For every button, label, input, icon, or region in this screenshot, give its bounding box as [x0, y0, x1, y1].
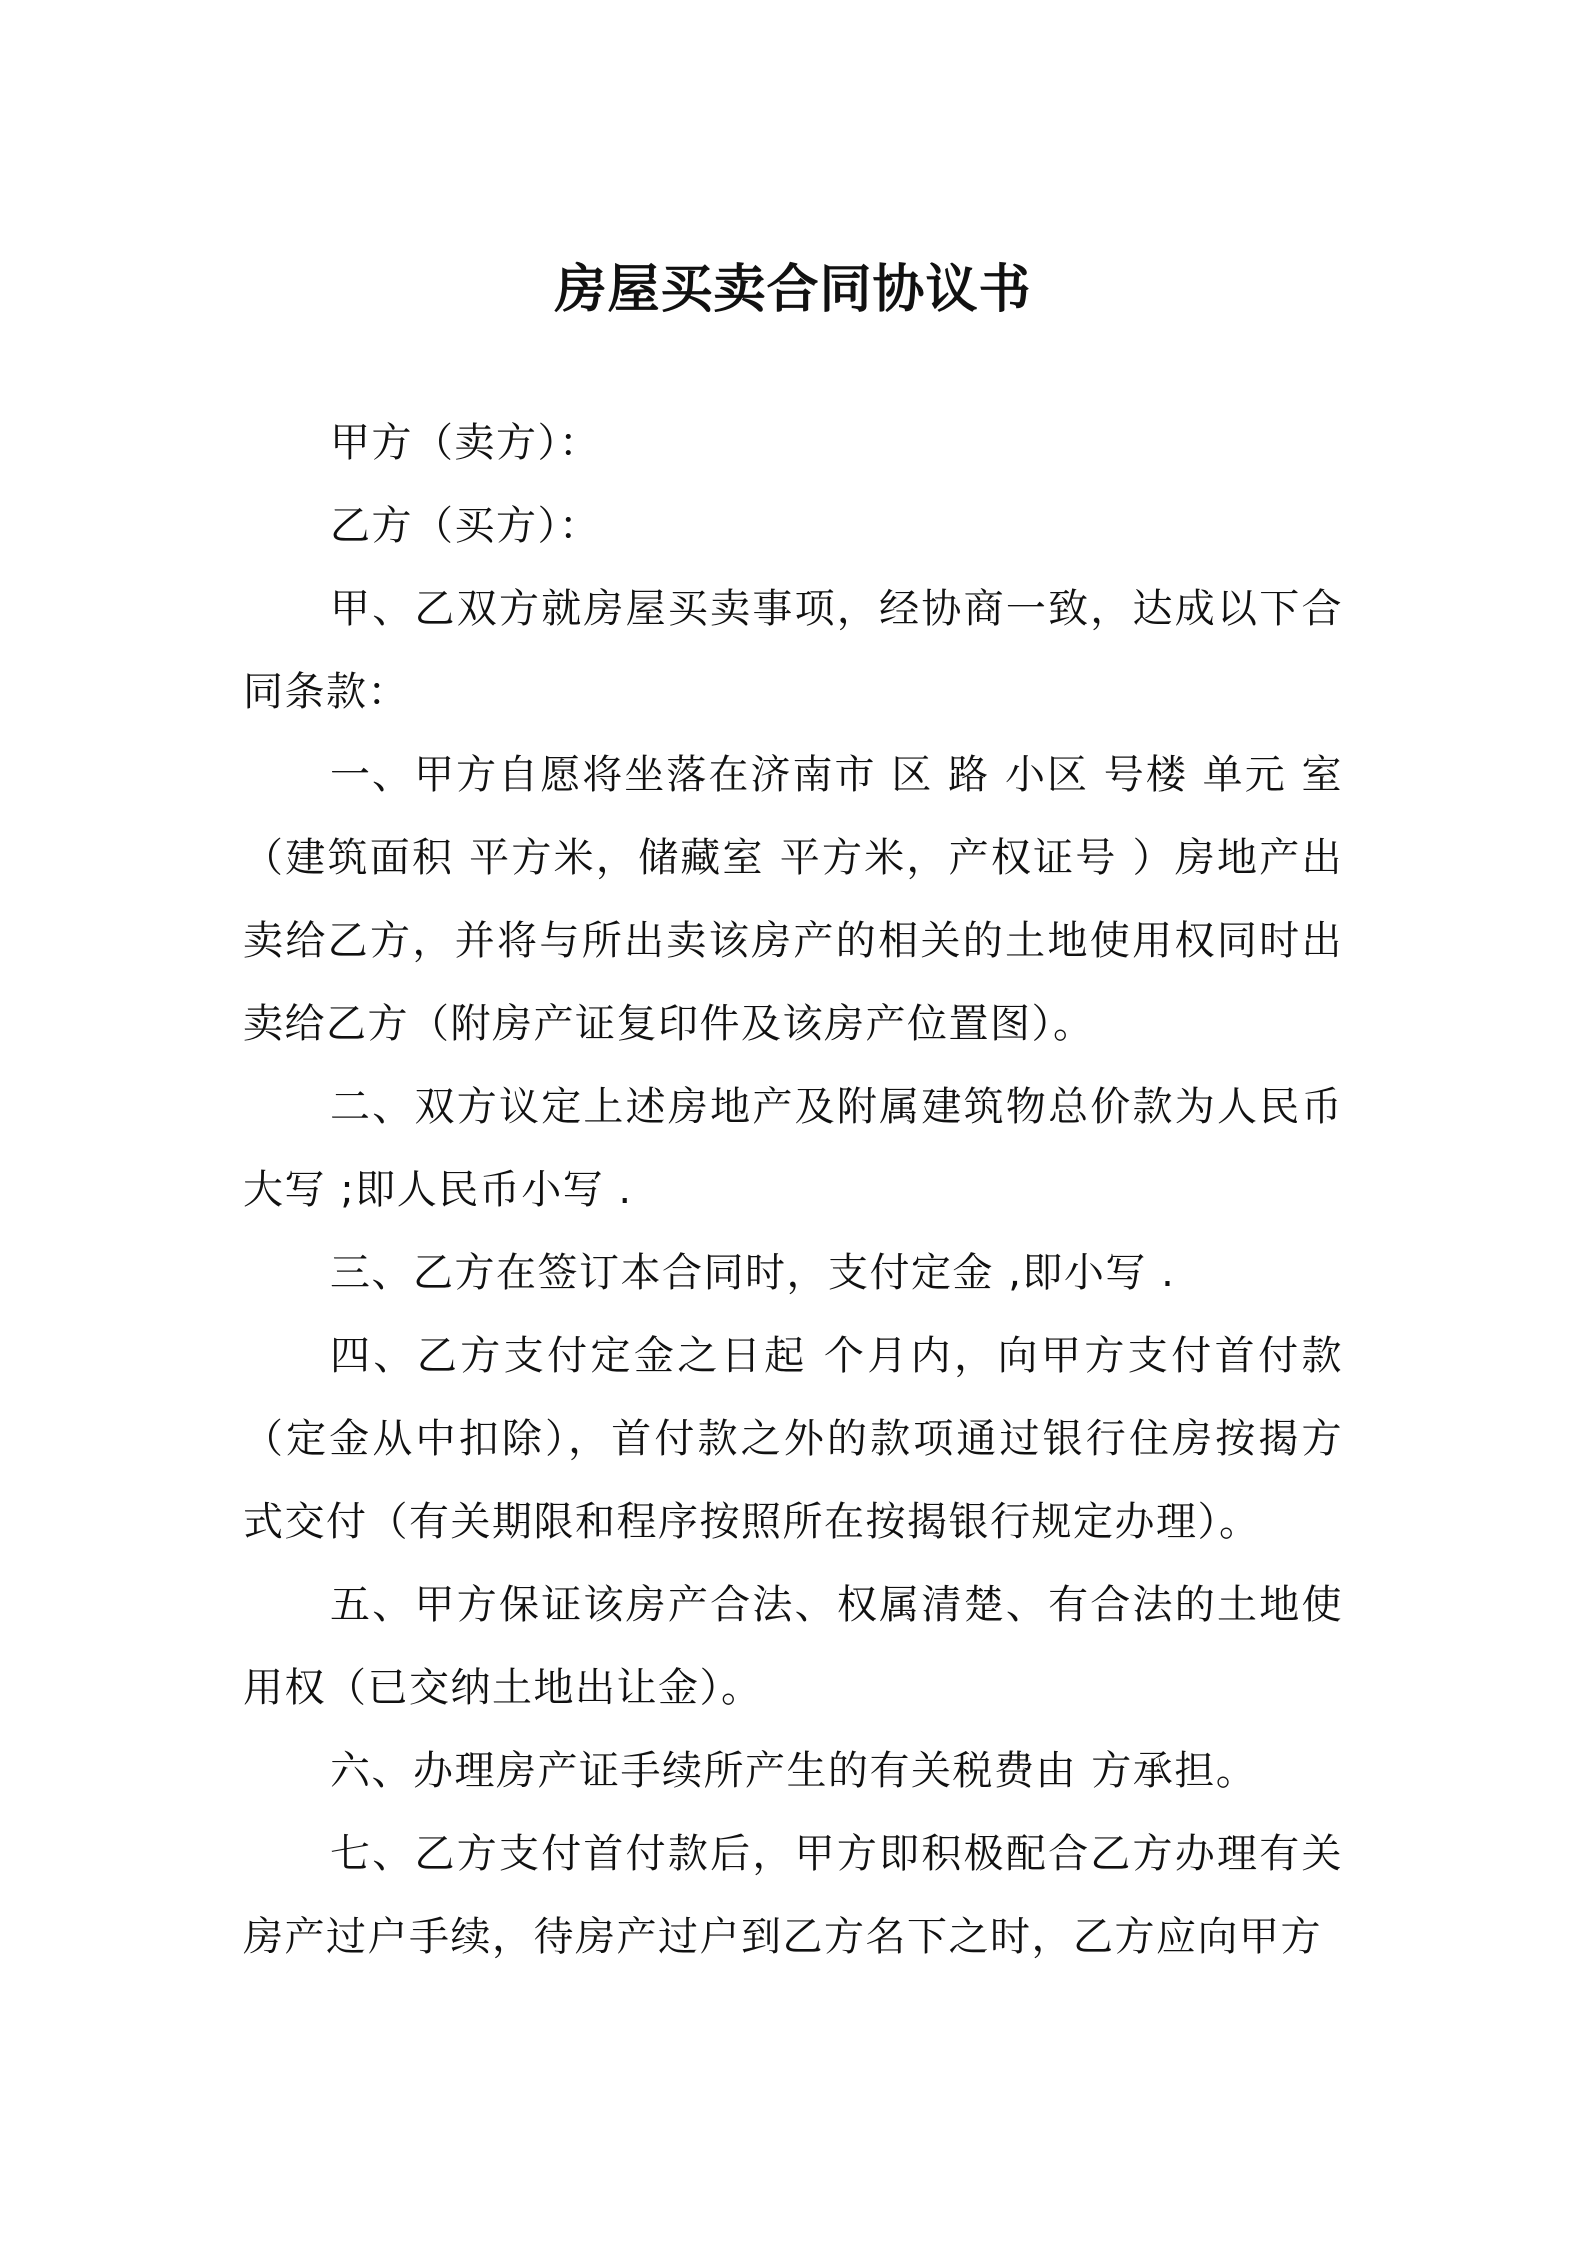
party-b-line: 乙方（买方）： — [330, 503, 601, 549]
clause-2: 二、双方议定上述房地产及附属建筑物总价款为人民币大写 ;即人民币小写 . — [243, 1084, 1343, 1213]
clause-4: 四、乙方支付定金之日起 个月内，向甲方支付首付款（定金从中扣除），首付款之外的款项通过银行住房按揭方式交付（有关期限和程序按照所在按揭银行规定办理）。 — [243, 1333, 1343, 1545]
document-title: 房屋买卖合同协议书 — [554, 260, 1032, 320]
clause-5: 五、甲方保证该房产合法、权属清楚、有合法的土地使用权（已交纳土地出让金）。 — [243, 1582, 1343, 1711]
clause-3: 三、乙方在签订本合同时，支付定金 ,即小写 . — [330, 1250, 1176, 1296]
document-body — [243, 402, 1343, 1979]
party-a-line: 甲方（卖方）： — [330, 420, 601, 466]
clause-7: 七、乙方支付首付款后，甲方即积极配合乙方办理有关房产过户手续，待房产过户到乙方名下之时，乙方应向甲方 — [243, 1831, 1343, 1960]
clause-1: 一、甲方自愿将坐落在济南市 区 路 小区 号楼 单元 室（建筑面积 平方米，储藏室 平方米，产权证号 ）房地产出卖给乙方，并将与所出卖该房产的相关的土地使用权同时出卖给乙方（附房产证复印件及该房产位置图）。 — [243, 752, 1343, 1047]
preamble-paragraph: 甲、乙双方就房屋买卖事项，经协商一致，达成以下合同条款： — [243, 586, 1343, 715]
clause-6: 六、办理房产证手续所产生的有关税费由 方承担。 — [330, 1748, 1258, 1794]
